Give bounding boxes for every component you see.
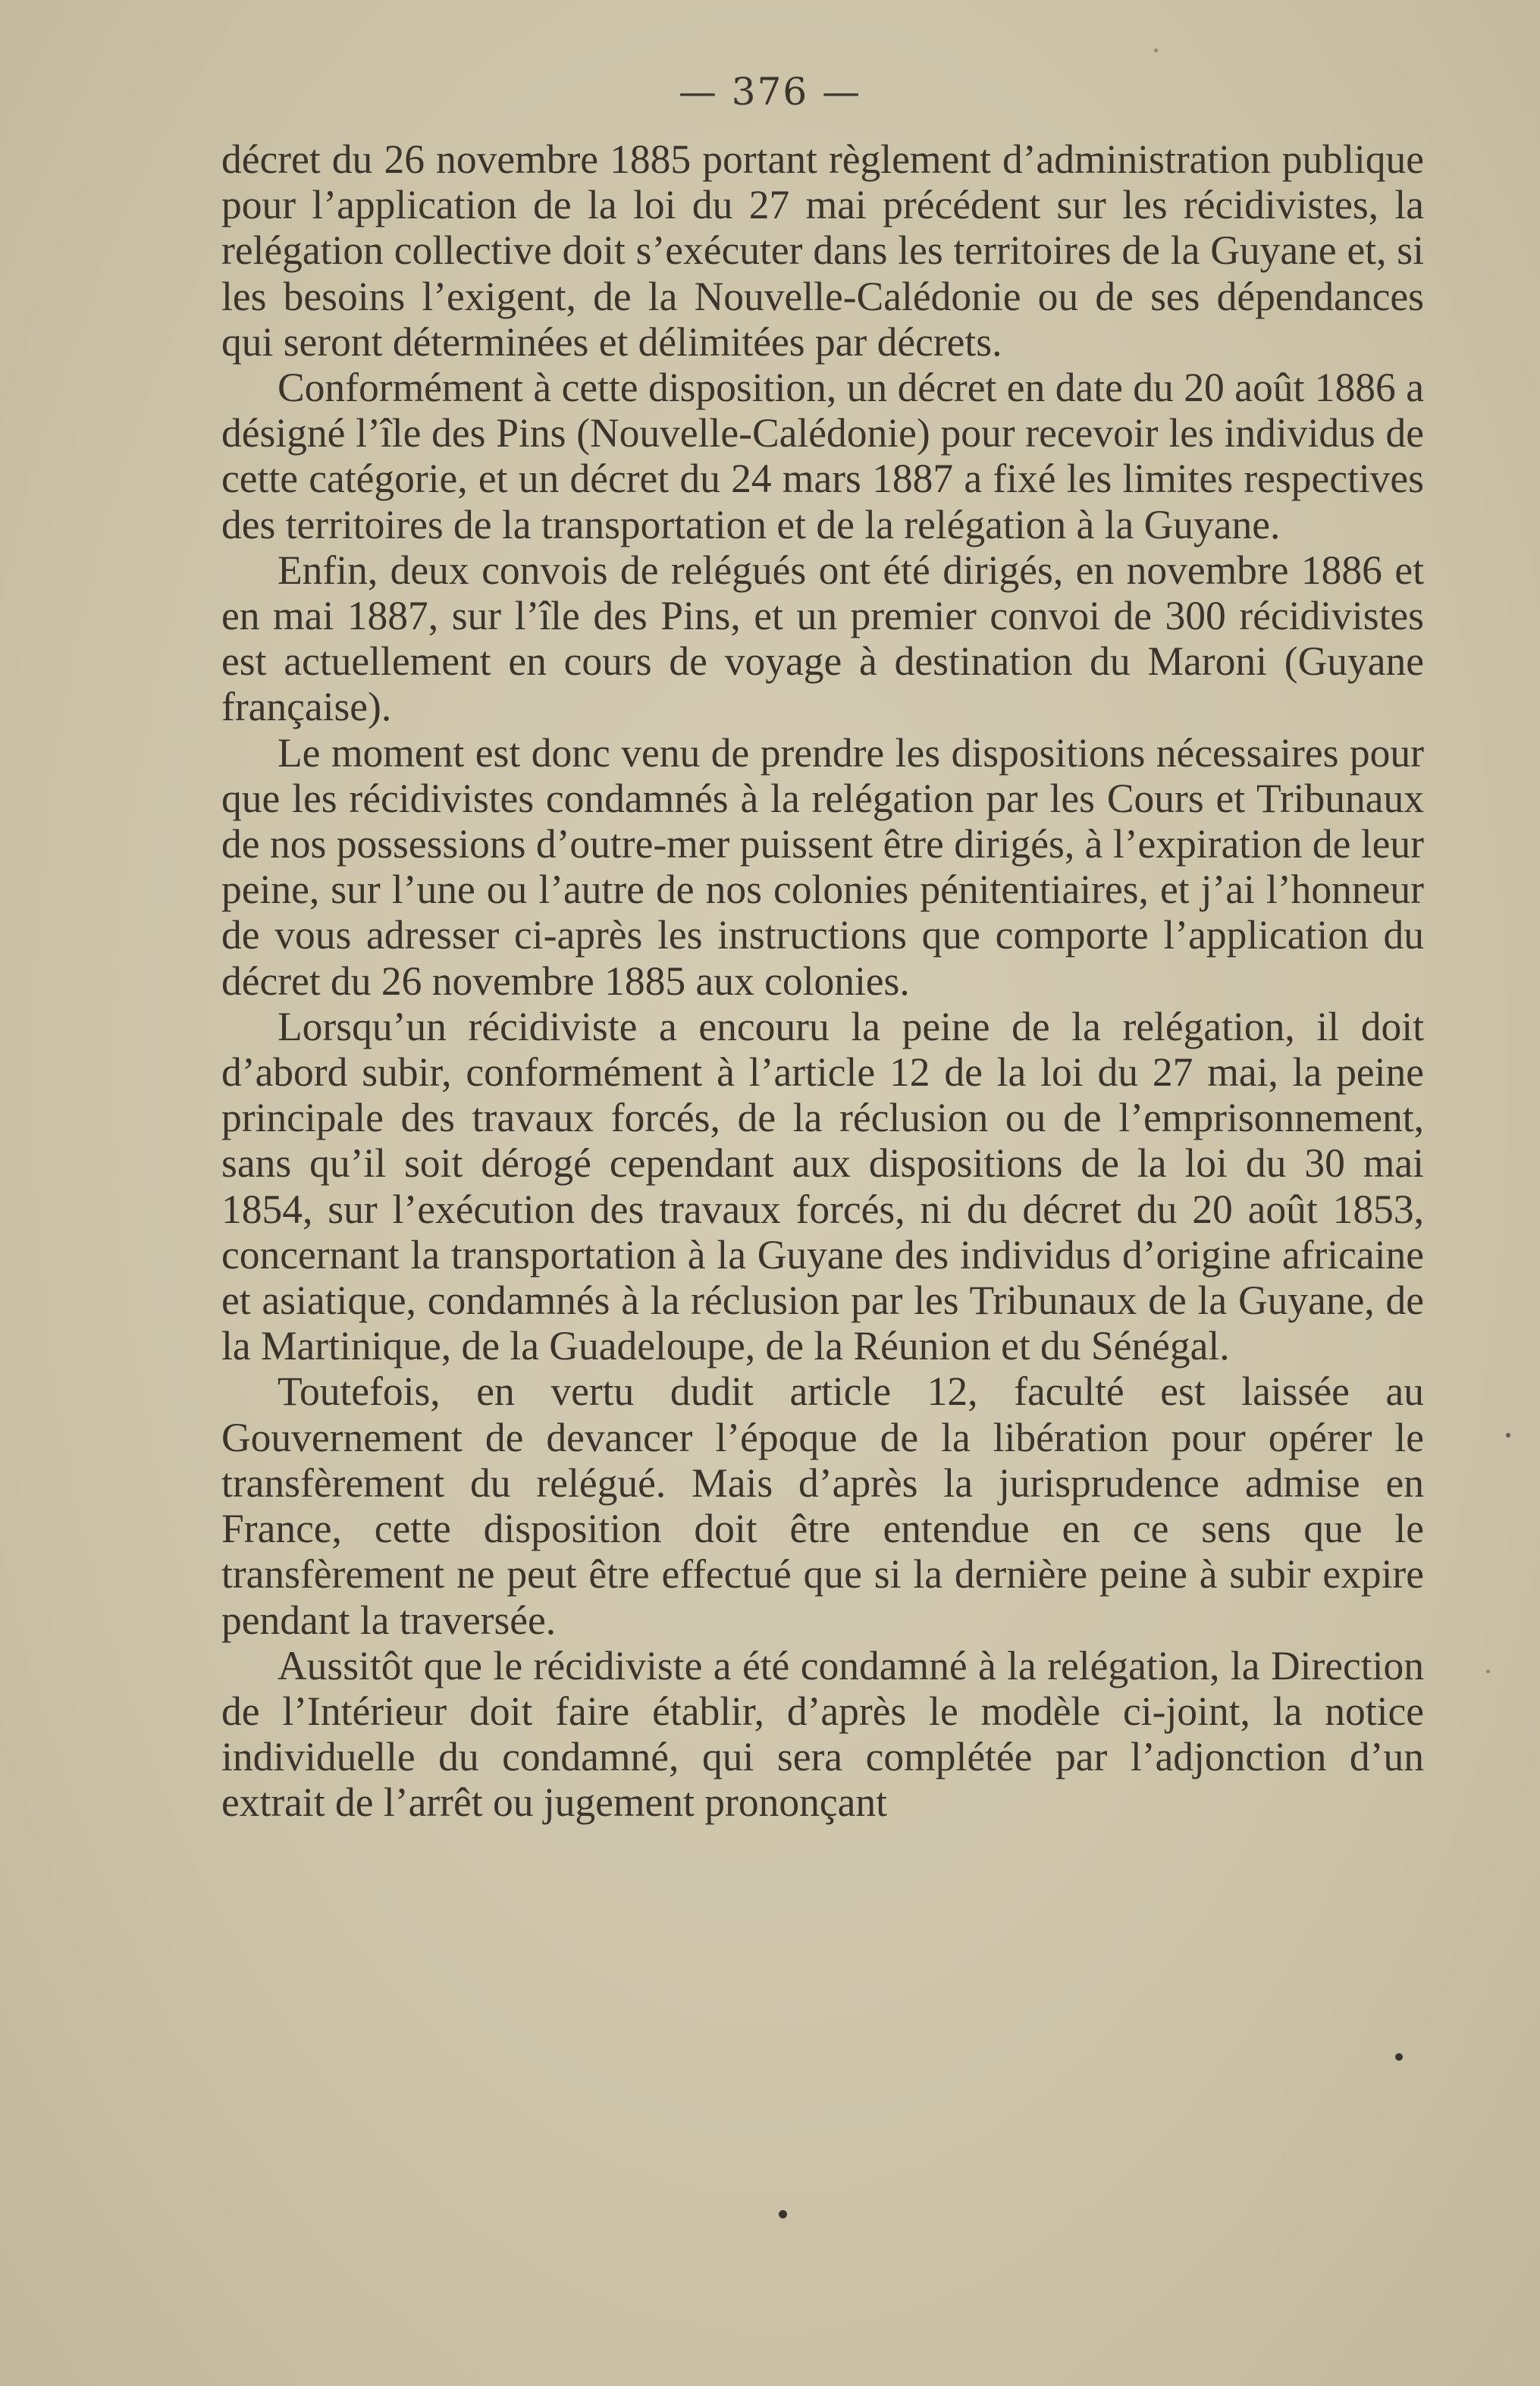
- ink-speck: [779, 2210, 787, 2218]
- paragraph-1: décret du 26 novembre 1885 portant règlement d’administration publique pour l’application de la loi du 27 mai précédent sur les récidivistes, la relégation collective doit s’exécuter dans les territoires de la Guyane et, si les besoins l’exigent, de la Nouvelle-Calédonie ou de ses dépendances qui seront déterminées et délimitées par décrets.: [221, 136, 1424, 365]
- paragraph-3: Enfin, deux convois de relégués ont été dirigés, en novembre 1886 et en mai 1887, sur l’île des Pins, et un premier convoi de 300 récidivistes est actuellement en cours de voyage à destination du Maroni (Guyane française).: [221, 547, 1424, 730]
- paragraph-6: Toutefois, en vertu dudit article 12, faculté est laissée au Gouvernement de devancer l’époque de la libération pour opérer le transfèrement du relégué. Mais d’après la jurisprudence admise en France, cette disposition doit être entendue en ce sens que le transfèrement ne peut être effectué que si la dernière peine à subir expire pendant la traversée.: [221, 1369, 1424, 1643]
- ink-speck: [1395, 2053, 1403, 2061]
- body-text: [221, 136, 1424, 1826]
- ink-speck: [1486, 1670, 1490, 1673]
- ink-speck: [1506, 1433, 1510, 1438]
- paragraph-5: Lorsqu’un récidiviste a encouru la peine de la relégation, il doit d’abord subir, conformément à l’article 12 de la loi du 27 mai, la peine principale des travaux forcés, de la réclusion ou de l’emprisonnement, sans qu’il soit dérogé cependant aux dispositions de la loi du 30 mai 1854, sur l’exécution des travaux forcés, ni du décret du 20 août 1853, concernant la transportation à la Guyane des individus d’origine africaine et asiatique, condamnés à la réclusion par les Tribunaux de la Guyane, de la Martinique, de la Guadeloupe, de la Réunion et du Sénégal.: [221, 1003, 1424, 1369]
- paragraph-7: Aussitôt que le récidiviste a été condamné à la relégation, la Direction de l’Intérieur doit faire établir, d’après le modèle ci-joint, la notice individuelle du condamné, qui sera complétée par l’adjonction d’un extrait de l’arrêt ou jugement prononçant: [221, 1642, 1424, 1826]
- paragraph-4: Le moment est donc venu de prendre les dispositions nécessaires pour que les récidivistes condamnés à la relégation par les Cours et Tribunaux de nos possessions d’outre-mer puissent être dirigés, à l’expiration de leur peine, sur l’une ou l’autre de nos colonies pénitentiaires, et j’ai l’honneur de vous adresser ci-après les instructions que comporte l’application du décret du 26 novembre 1885 aux colonies.: [221, 729, 1424, 1004]
- ink-speck: [1154, 49, 1158, 52]
- paragraph-2: Conformément à cette disposition, un décret en date du 20 août 1886 a désigné l’île des Pins (Nouvelle-Calédonie) pour recevoir les individus de cette catégorie, et un décret du 24 mars 1887 a fixé les limites respectives des territoires de la transportation et de la relégation à la Guyane.: [221, 365, 1424, 547]
- page-number: — 376 —: [678, 70, 862, 114]
